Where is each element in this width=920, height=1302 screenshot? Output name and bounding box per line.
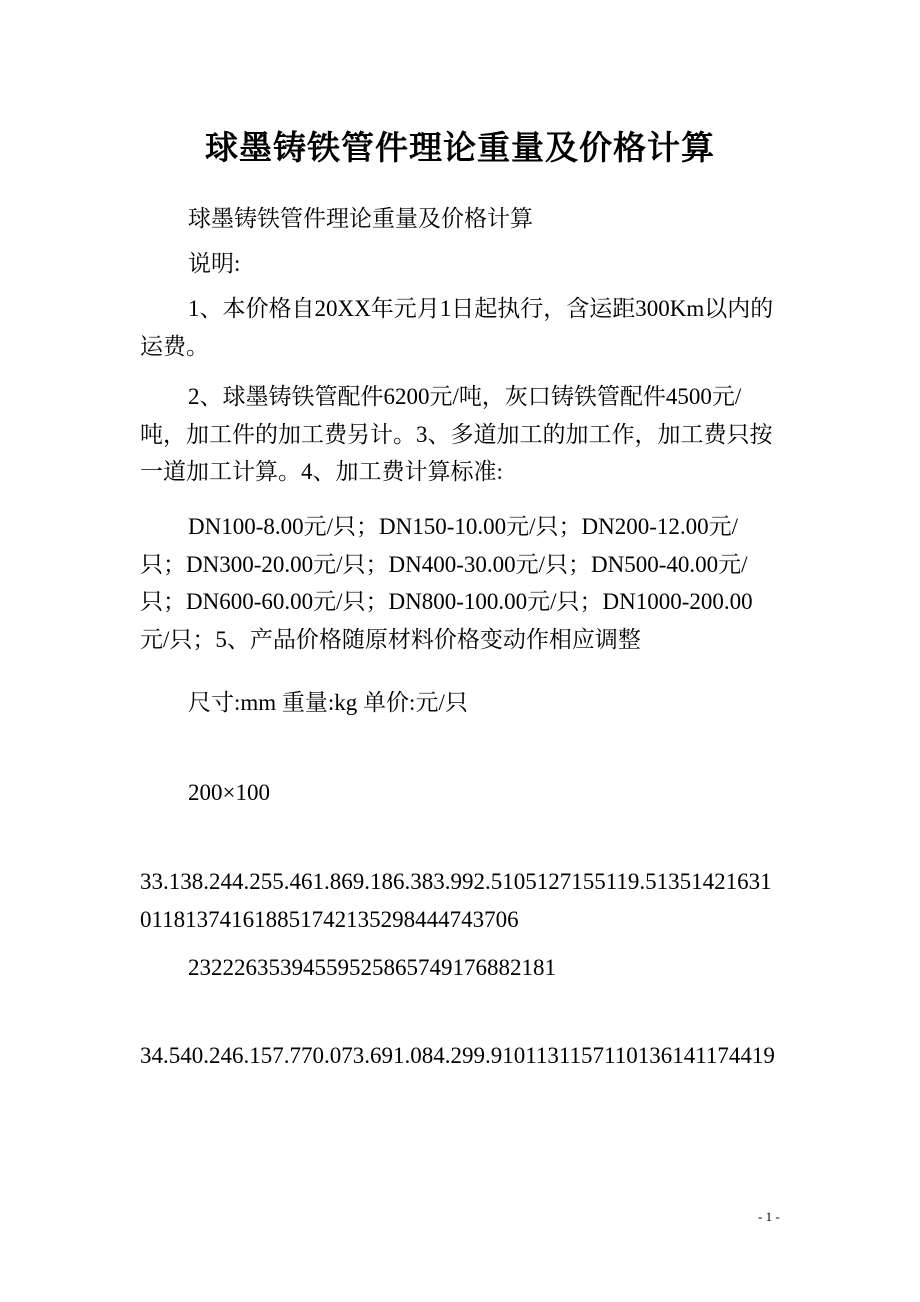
units-line: 尺寸:mm 重量:kg 单价:元/只 xyxy=(188,690,468,715)
numbers-paragraph-2: 2322263539455952586574917688​2181 xyxy=(188,955,556,980)
size-line: 200×100 xyxy=(188,780,270,805)
subtitle-paragraph: 球墨铸铁管件理论重量及价格计算 xyxy=(188,206,533,231)
numbers-paragraph-1: 33.138.244.255.461.869.186.383.992.5105127155119.5135142163101181374161885174213529844474370​6 xyxy=(140,869,772,932)
paragraph-item-1: 1、本价格自20XX年元月1日起执行，含运距300Km以内的运费。 xyxy=(140,296,774,359)
note-label: 说明: xyxy=(188,251,241,276)
document-title: 球墨铸铁管件理论重量及价格计算 xyxy=(205,131,715,167)
numbers-paragraph-3: 34.540.246.157.770.073.691.084.299.9101131157110136141174419 xyxy=(140,1043,775,1068)
paragraph-processing-fees: DN100-8.00元/只；DN150-10.00元/只；DN200-12.00元/只；DN300-20.00元/只；DN400-30.00元/只；DN500-40.00元/只；DN600-60.00元/只；DN800-100.00元/只；DN1000-200.00元/只；5、产品价格随原材料价格变动作相应调整 xyxy=(140,514,753,652)
page-number: - 1 - xyxy=(758,1209,780,1224)
paragraph-item-2: 2、球墨铸铁管配件6200元/吨，灰口铸铁管配件4500元/吨，加工件的加工费另计。3、多道加工的加工作，加工费只按一道加工计算。4、加工费计算标准: xyxy=(140,384,773,484)
